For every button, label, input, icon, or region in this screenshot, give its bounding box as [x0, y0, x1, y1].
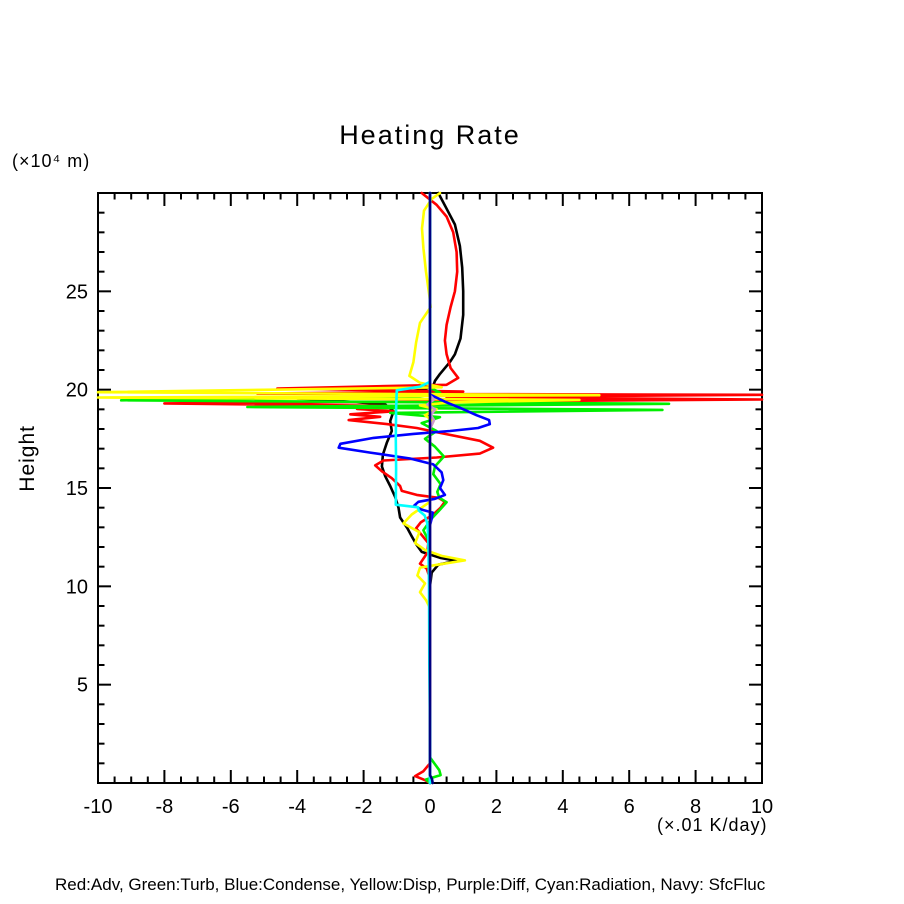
y-tick-label: 5: [76, 674, 88, 697]
chart-title: Heating Rate: [339, 120, 521, 150]
x-tick-label: 10: [750, 796, 774, 818]
y-axis-title: Height: [16, 425, 39, 492]
x-tick-label: -8: [155, 796, 174, 818]
series-navy: [430, 193, 433, 783]
y-axis-unit-label: (×10⁴ m): [12, 151, 91, 171]
x-tick-label: -6: [221, 796, 240, 818]
x-tick-label: -2: [354, 796, 373, 818]
y-tick-label: 15: [65, 478, 88, 500]
x-tick-label: 4: [557, 796, 569, 818]
legend-caption: Red:Adv, Green:Turb, Blue:Condense, Yellow:Disp, Purple:Diff, Cyan:Radiation, Navy: SfcFluc: [55, 875, 766, 894]
x-axis-unit-label: (×.01 K/day): [657, 815, 768, 835]
x-tick-label: -10: [83, 796, 113, 818]
x-tick-label: -4: [288, 796, 307, 818]
x-tick-label: 0: [424, 796, 436, 818]
series-blue: [339, 193, 490, 783]
x-tick-label: 8: [690, 796, 702, 818]
y-tick-label: 25: [65, 281, 88, 304]
y-tick-label: 20: [65, 379, 88, 402]
x-tick-label: 6: [623, 796, 635, 818]
series-yellow: [98, 193, 599, 783]
y-tick-label: 10: [65, 576, 88, 599]
x-tick-label: 2: [490, 796, 502, 818]
